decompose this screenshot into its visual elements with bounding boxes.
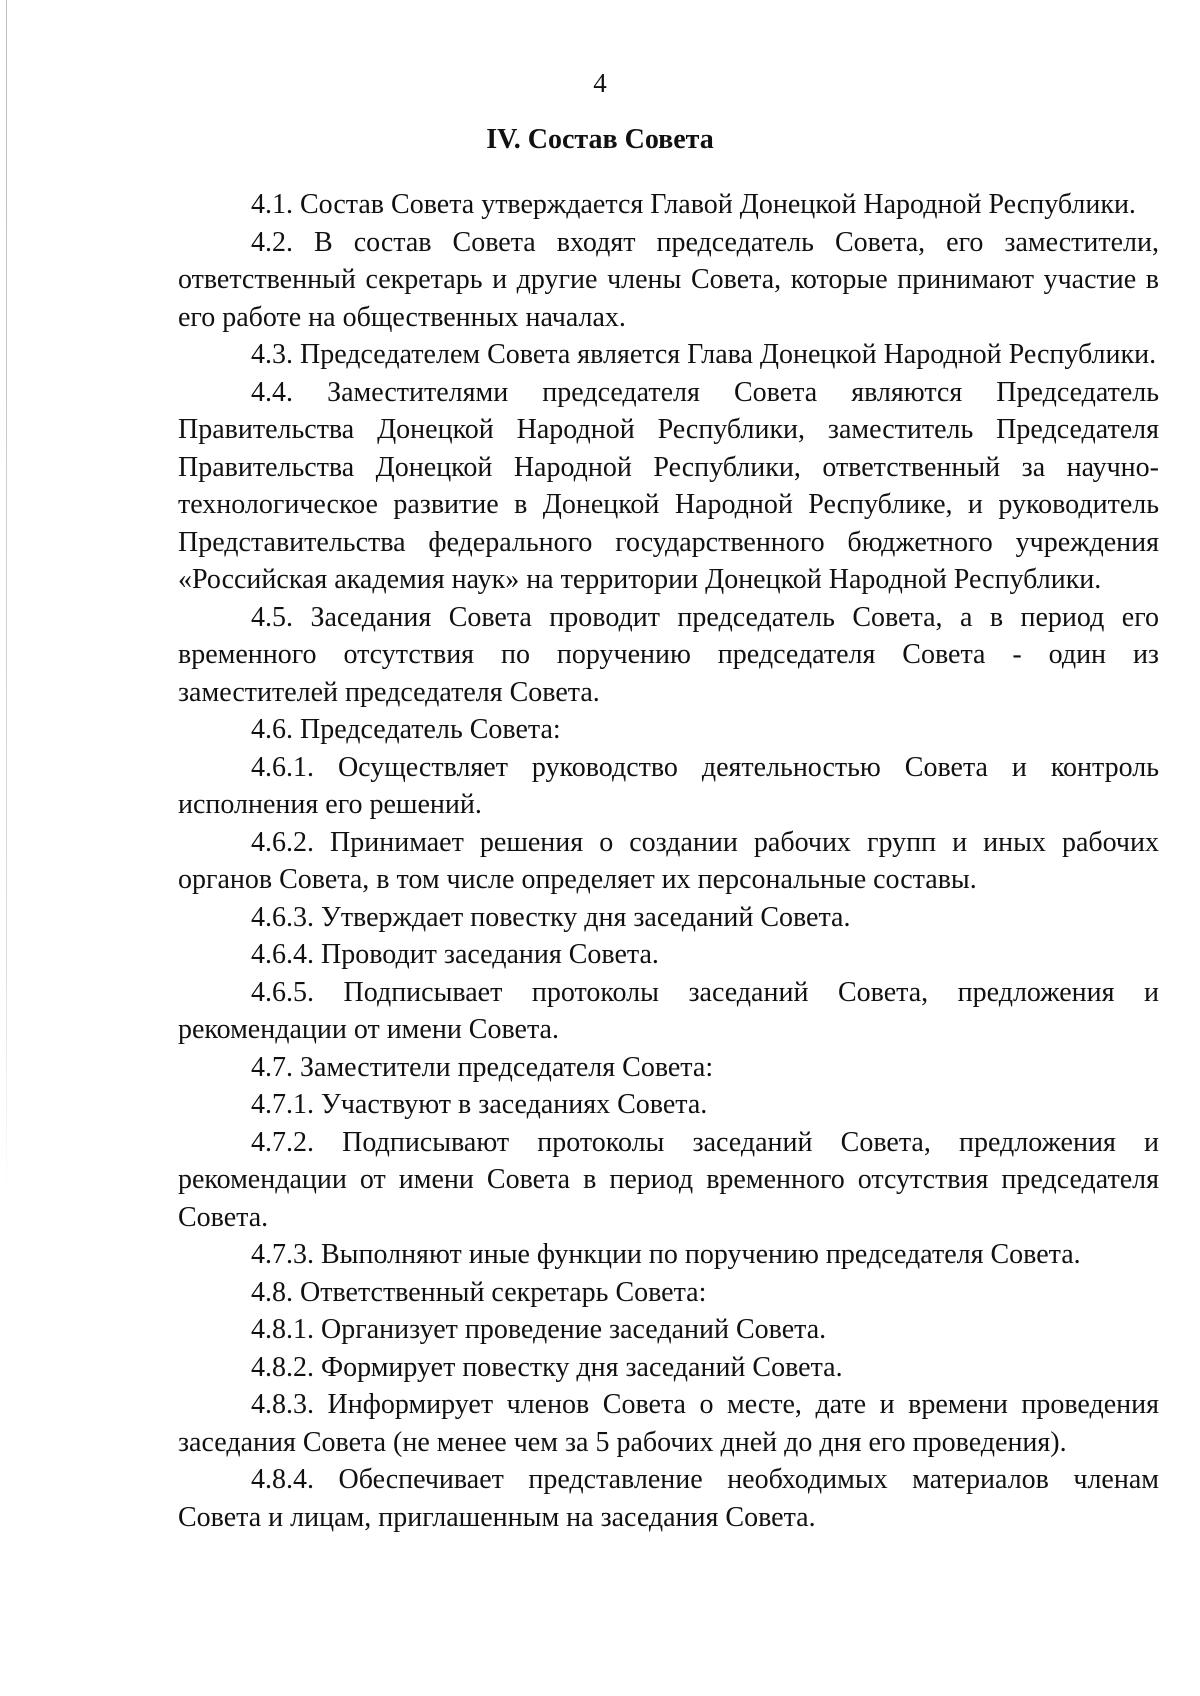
paragraph-4-5: 4.5. Заседания Совета проводит председатель Совета, а в период его временного отсутствия по поручению председателя Совета - один из заместителей председателя Совета.: [178, 601, 1159, 708]
paragraph-4-6-1: 4.6.1. Осуществляет руководство деятельностью Совета и контроль исполнения его решений.: [178, 751, 1159, 820]
paragraph-4-3: 4.3. Председателем Совета является Глава Донецкой Народной Республики.: [251, 339, 1157, 370]
paragraph-4-8-2: 4.8.2. Формирует повестку дня заседаний Совета.: [251, 1351, 843, 1383]
paragraph-4-4: 4.4. Заместителями председателя Совета являются Председатель Правительства Донецкой Народной Республики, заместитель Председателя Правительства Донецкой Народной Республики, ответственный за научно-технологическое развитие в Донецкой Народной Республике, и руководитель Представительства федерального государственного бюджетного учреждения «Российская академия наук» на территории Донецкой Народной Республики.: [178, 376, 1159, 595]
paragraph-4-7-3: 4.7.3. Выполняют иные функции по поручению председателя Совета.: [251, 1239, 1081, 1270]
paragraph-4-7-1: 4.7.1. Участвуют в заседаниях Совета.: [251, 1089, 708, 1120]
paragraph-4-7-2: 4.7.2. Подписывают протоколы заседаний Совета, предложения и рекомендации от имени Совета в период временного отсутствия председателя Совета.: [178, 1126, 1159, 1233]
paragraph-4-6-3: 4.6.3. Утверждает повестку дня заседаний Совета.: [251, 901, 851, 933]
paragraph-4-8-1: 4.8.1. Организует проведение заседаний Совета.: [251, 1314, 827, 1345]
paragraph-4-6-5: 4.6.5. Подписывает протоколы заседаний Совета, предложения и рекомендации от имени Совета.: [178, 976, 1159, 1045]
page-number: 4: [593, 68, 607, 98]
paragraph-4-6: 4.6. Председатель Совета:: [251, 714, 561, 745]
document-body: [178, 186, 1159, 1536]
section-title: IV. Состав Совета: [486, 124, 714, 155]
paragraph-4-2: 4.2. В состав Совета входят председатель Совета, его заместители, ответственный секретарь и другие члены Совета, которые принимают участие в его работе на общественных началах.: [178, 226, 1159, 333]
paragraph-4-8-3: 4.8.3. Информирует членов Совета о месте, дате и времени проведения заседания Совета (не менее чем за 5 рабочих дней до дня его проведения).: [178, 1389, 1159, 1458]
paragraph-4-6-4: 4.6.4. Проводит заседания Совета.: [251, 939, 659, 970]
scan-edge-line: [6, 0, 7, 1200]
paragraph-4-8-4: 4.8.4. Обеспечивает представление необходимых материалов членам Совета и лицам, приглашенным на заседания Совета.: [178, 1464, 1159, 1533]
paragraph-4-8: 4.8. Ответственный секретарь Совета:: [251, 1276, 707, 1308]
paragraph-4-6-2: 4.6.2. Принимает решения о создании рабочих групп и иных рабочих органов Совета, в том числе определяет их персональные составы.: [178, 826, 1159, 895]
paragraph-4-1: 4.1. Состав Совета утверждается Главой Донецкой Народной Республики.: [251, 189, 1136, 220]
paragraph-4-7: 4.7. Заместители председателя Совета:: [251, 1051, 714, 1083]
